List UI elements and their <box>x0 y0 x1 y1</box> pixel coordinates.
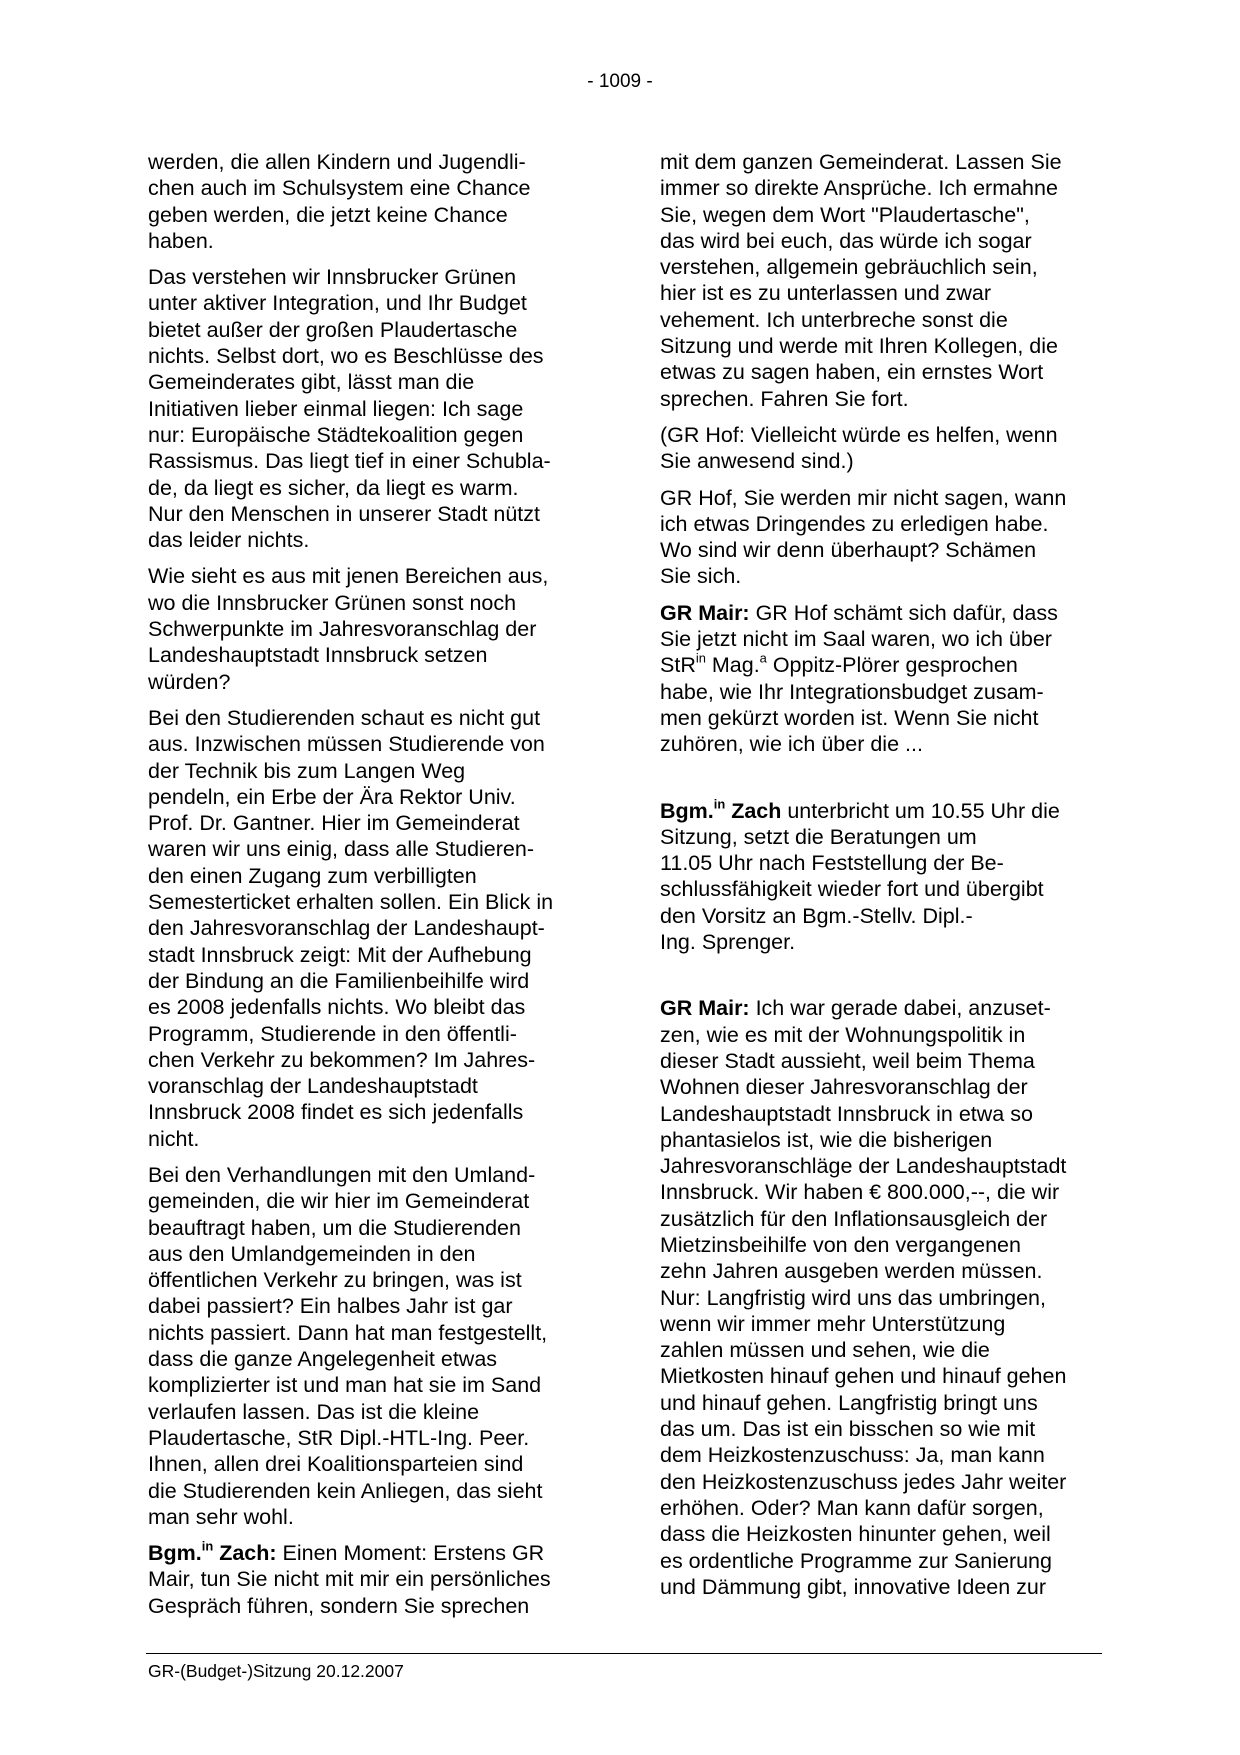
paragraph: (GR Hof: Vielleicht würde es helfen, wenn Sie anwesend sind.) <box>660 422 1058 474</box>
paragraph: Bei den Studierenden schaut es nicht gut aus. Inzwischen müssen Studierende von der Technik bis zum Langen Weg pendeln, ein Erbe der Ära Rektor Univ. Prof. Dr. Gantner. Hier im Gemeinderat waren wir uns einig, dass alle Studieren- den einen Zugang zum verbilligten Semesterticket erhalten sollen. Ein Blick in den Jahresvoranschlag der Landeshaupt- stadt Innsbruck zeigt: Mit der Aufhebung der Bindung an die Familienbeihilfe wird es 2008 jedenfalls nichts. Wo bleibt das Programm, Studierende in den öffentli- chen Verkehr zu bekommen? Im Jahres- voranschlag der Landeshauptstadt Innsbruck 2008 findet es sich jedenfalls nicht. <box>148 705 554 1151</box>
footer-text: GR-(Budget-)Sitzung 20.12.2007 <box>148 1661 404 1681</box>
paragraph: GR Hof, Sie werden mir nicht sagen, wann ich etwas Dringendes zu erledigen habe. Wo sind wir denn überhaupt? Schämen Sie sich. <box>660 485 1067 589</box>
paragraph: werden, die allen Kindern und Jugendli- chen auch im Schulsystem eine Chance geben werden, die jetzt keine Chance haben. <box>148 150 531 253</box>
speaker-label: GR Mair: <box>660 996 750 1021</box>
paragraph: Bgm.$^{in}$ Zach: Einen Moment: Erstens GR Mair, tun Sie nicht mit mir ein persönliches Gespräch führen, sondern Sie sprechen <box>148 1538 551 1618</box>
right-column <box>660 149 1108 1610</box>
speaker-label: Bgm.$^{in}$ Zach <box>660 795 782 823</box>
paragraph: Wie sieht es aus mit jenen Bereichen aus, wo die Innsbrucker Grünen sonst noch Schwerpunkte im Jahresvoranschlag der Landeshauptstadt Innsbruck setzen würden? <box>148 564 549 694</box>
paragraph: GR Mair: GR Hof schämt sich dafür, dass Sie jetzt nicht im Saal waren, wo ich über StR$^{in}$ Mag.$^a$ Oppitz-Plörer gesprochen habe, wie Ihr Integrationsbudget zusam- men gekürzt worden ist. Wenn Sie nicht zuhören, wie ich über die ... <box>660 600 1058 757</box>
paragraph: GR Mair: Ich war gerade dabei, anzuset- zen, wie es mit der Wohnungspolitik in dieser Stadt aussieht, weil beim Thema Wohnen dieser Jahresvoranschlag der Landeshauptstadt Innsbruck in etwa so phantasielos ist, wie die bisherigen Jahresvoranschläge der Landeshauptstadt Innsbruck. Wir haben € 800.000,--, die wir zusätzlich für den Inflationsausgleich der Mietzinsbeihilfe von den vergangenen zehn Jahren ausgeben werden müssen. Nur: Langfristig wird uns das umbringen, wenn wir immer mehr Unterstützung zahlen müssen und sehen, wie die Mietkosten hinauf gehen und hinauf gehen und hinauf gehen. Langfristig bringt uns das um. Das ist ein bisschen so wie mit dem Heizkostenzuschuss: Ja, man kann den Heizkostenzuschuss jedes Jahr weiter erhöhen. Oder? Man kann dafür sorgen, dass die Heizkosten hinunter gehen, weil es ordentliche Programme zur Sanierung und Dämmung gibt, innovative Ideen zur <box>660 996 1067 1599</box>
paragraph: Das verstehen wir Innsbrucker Grünen unter aktiver Integration, und Ihr Budget bietet außer der großen Plaudertasche nichts. Selbst dort, wo es Beschlüsse des Gemeinderates gibt, lässt man die Initiativen lieber einmal liegen: Ich sage nur: Europäische Städtekoalition gegen Rassismus. Das liegt tief in einer Schubla- de, da liegt es sicher, da liegt es warm. Nur den Menschen in unserer Stadt nützt das leider nichts. <box>148 265 551 553</box>
paragraph: mit dem ganzen Gemeinderat. Lassen Sie immer so direkte Ansprüche. Ich ermahne Sie, wegen dem Wort "Plaudertasche", das wird bei euch, das würde ich sogar verstehen, allgemein gebräuchlich sein, hier ist es zu unterlassen und zwar vehement. Ich unterbreche sonst die Sitzung und werde mit Ihren Kollegen, die etwas zu sagen haben, ein ernstes Wort sprechen. Fahren Sie fort. <box>660 150 1062 411</box>
page-number: - 1009 - <box>587 71 653 92</box>
speaker-label: GR Mair: <box>660 600 750 625</box>
footer-divider <box>146 1653 1102 1654</box>
paragraph: Bei den Verhandlungen mit den Umland- gemeinden, die wir hier im Gemeinderat beauftragt haben, um die Studierenden aus den Umlandgemeinden in den öffentlichen Verkehr zu bringen, was ist dabei passiert? Ein halbes Jahr ist gar nichts passiert. Dann hat man festgestellt, dass die ganze Angelegenheit etwas komplizierter ist und man hat sie im Sand verlaufen lassen. Das ist die kleine Plaudertasche, StR Dipl.-HTL-Ing. Peer. Ihnen, allen drei Koalitionsparteien sind die Studierenden kein Anliegen, das sieht man sehr wohl. <box>148 1162 548 1529</box>
left-column <box>148 149 593 1629</box>
paragraph: Bgm.$^{in}$ Zach unterbricht um 10.55 Uhr die Sitzung, setzt die Beratungen um 11.05 Uhr nach Feststellung der Be- schlussfähigkeit wieder fort und übergibt den Vorsitz an Bgm.-Stellv. Dipl.- Ing. Sprenger. <box>660 795 1060 955</box>
speaker-label: Bgm.$^{in}$ Zach: <box>148 1538 277 1566</box>
